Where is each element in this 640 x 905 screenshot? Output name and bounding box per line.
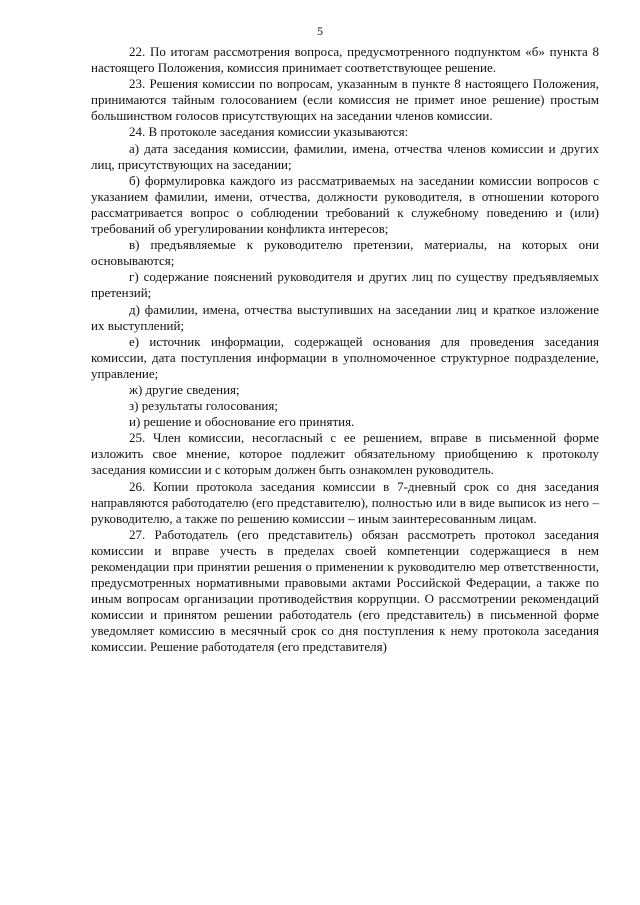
- list-item-z: з) результаты голосования;: [129, 398, 278, 414]
- paragraph-27: 27. Работодатель (его представитель) обязан рассмотреть протокол заседания комиссии и вправе учесть в пределах своей компетенции содержащиеся в нем рекомендации при принятии решения о применении к руководителю мер ответственности, предусмотренных нормативными правовыми актами Российской Федерации, а также по иным вопросам организации противодействия коррупции. О рассмотрении рекомендаций комиссии и принятом решении работодатель (его представитель) в письменной форме уведомляет комиссию в месячный срок со дня поступления к нему протокола заседания комиссии. Решение работодателя (его представителя): [91, 526, 599, 655]
- paragraph-25: 25. Член комиссии, несогласный с ее решением, вправе в письменной форме изложить свое мнение, которое подлежит обязательному приобщению к протоколу заседания комиссии и с которым должен быть ознакомлен руководитель.: [91, 430, 599, 478]
- paragraph-23: 23. Решения комиссии по вопросам, указанным в пункте 8 настоящего Положения, принимаются тайным голосованием (если комиссия не примет иное решение) простым большинством голосов присутствующих на заседании членов комиссии.: [91, 76, 599, 124]
- list-item-d: д) фамилии, имена, отчества выступивших на заседании лиц и краткое изложение их выступлений;: [91, 301, 599, 333]
- paragraph-24: 24. В протоколе заседания комиссии указываются:: [129, 124, 409, 140]
- list-item-i: и) решение и обоснование его принятия.: [129, 414, 355, 430]
- list-item-g: г) содержание пояснений руководителя и других лиц по существу предъявляемых претензий;: [91, 269, 599, 301]
- list-item-a: а) дата заседания комиссии, фамилии, имена, отчества членов комиссии и других лиц, присутствующих на заседании;: [91, 140, 599, 172]
- paragraph-22: 22. По итогам рассмотрения вопроса, предусмотренного подпунктом «б» пункта 8 настоящего Положения, комиссия принимает соответствующее решение.: [91, 44, 599, 76]
- list-item-e: е) источник информации, содержащей основания для проведения заседания комиссии, дата поступления информации в уполномоченное структурное подразделение, управление;: [91, 333, 599, 381]
- document-body: [91, 44, 599, 656]
- list-item-v: в) предъявляемые к руководителю претензии, материалы, на которых они основываются;: [91, 237, 599, 269]
- page-number: 5: [317, 24, 323, 38]
- list-item-zh: ж) другие сведения;: [129, 381, 240, 397]
- paragraph-26: 26. Копии протокола заседания комиссии в 7-дневный срок со дня заседания направляются работодателю (его представителю), полностью или в виде выписок из него – руководителю, а также по решению комиссии – иным заинтересованным лицам.: [91, 478, 599, 526]
- list-item-b: б) формулировка каждого из рассматриваемых на заседании комиссии вопросов с указанием фамилии, имени, отчества, должности руководителя, в отношении которого рассматривается вопрос о соблюдении требований к служебному поведению и (или) требований об урегулировании конфликта интересов;: [91, 172, 599, 237]
